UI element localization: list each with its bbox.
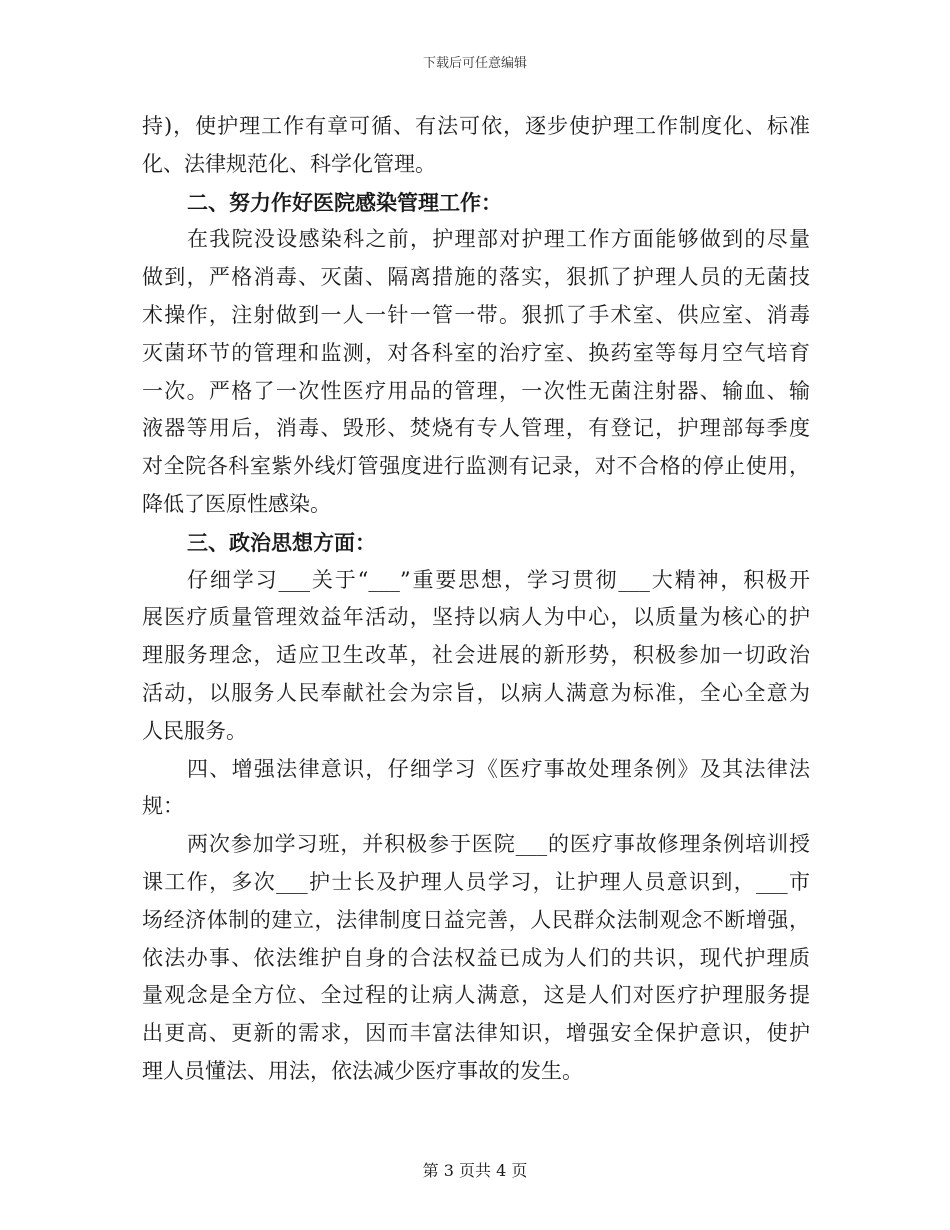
page-number: 第 3 页共 4 页 — [422, 1161, 528, 1180]
text-line: 持)，使护理工作有章可循、有法可依，逐步使护理工作制度化、标准 — [142, 114, 810, 138]
text-line: 灭菌环节的管理和监测，对各科室的治疗室、换药室等每月空气培育 — [142, 340, 810, 365]
text-line: 规： — [142, 794, 184, 819]
text-line: 课工作，多次___护士长及护理人员学习，让护理人员意识到，___市 — [142, 869, 810, 894]
text-line: 人民服务。 — [142, 718, 247, 743]
text-line: 场经济体制的建立，法律制度日益完善，人民群众法制观念不断增强， — [142, 907, 810, 932]
text-line: 一次。严格了一次性医疗用品的管理，一次性无菌注射器、输血、输 — [142, 378, 810, 403]
text-line: 仔细学习___关于“___”重要思想，学习贯彻___大精神，积极开 — [187, 567, 810, 592]
text-line: 在我院没设感染科之前，护理部对护理工作方面能够做到的尽量 — [187, 227, 810, 252]
text-line: 理服务理念，适应卫生改革，社会进展的新形势，积极参加一切政治 — [142, 643, 810, 668]
text-line: 液器等用后，消毒、毁形、焚烧有专人管理，有登记，护理部每季度 — [142, 416, 810, 441]
section-heading: 二、努力作好医院感染管理工作： — [187, 189, 502, 215]
text-line: 术操作，注射做到一人一针一管一带。狠抓了手术室、供应室、消毒 — [142, 302, 810, 327]
text-line: 理人员懂法、用法，依法减少医疗事故的发生。 — [142, 1058, 583, 1083]
text-line: 对全院各科室紫外线灯管强度进行监测有记录，对不合格的停止使用， — [142, 454, 810, 479]
text-line: 降低了医原性感染。 — [142, 491, 331, 516]
text-line: 量观念是全方位、全过程的让病人满意，这是人们对医疗护理服务提 — [142, 983, 810, 1008]
text-line: 展医疗质量管理效益年活动，坚持以病人为中心，以质量为核心的护 — [142, 605, 810, 630]
document-body — [142, 108, 810, 1091]
text-line: 做到，严格消毒、灭菌、隔离措施的落实，狠抓了护理人员的无菌技 — [142, 265, 810, 290]
text-line: 化、法律规范化、科学化管理。 — [142, 151, 436, 176]
text-line: 出更高、更新的需求，因而丰富法律知识，增强安全保护意识，使护 — [142, 1021, 810, 1046]
section-heading: 三、政治思想方面： — [187, 529, 376, 555]
page-header-note: 下载后可任意编辑 — [422, 56, 527, 71]
text-line: 两次参加学习班，并积极参于医院___的医疗事故修理条例培训授 — [187, 832, 810, 857]
text-line: 活动，以服务人民奉献社会为宗旨，以病人满意为标准，全心全意为 — [142, 680, 810, 705]
text-line: 依法办事、依法维护自身的合法权益已成为人们的共识，现代护理质 — [142, 945, 810, 970]
text-line: 四、增强法律意识，仔细学习《医疗事故处理条例》及其法律法 — [187, 756, 810, 781]
